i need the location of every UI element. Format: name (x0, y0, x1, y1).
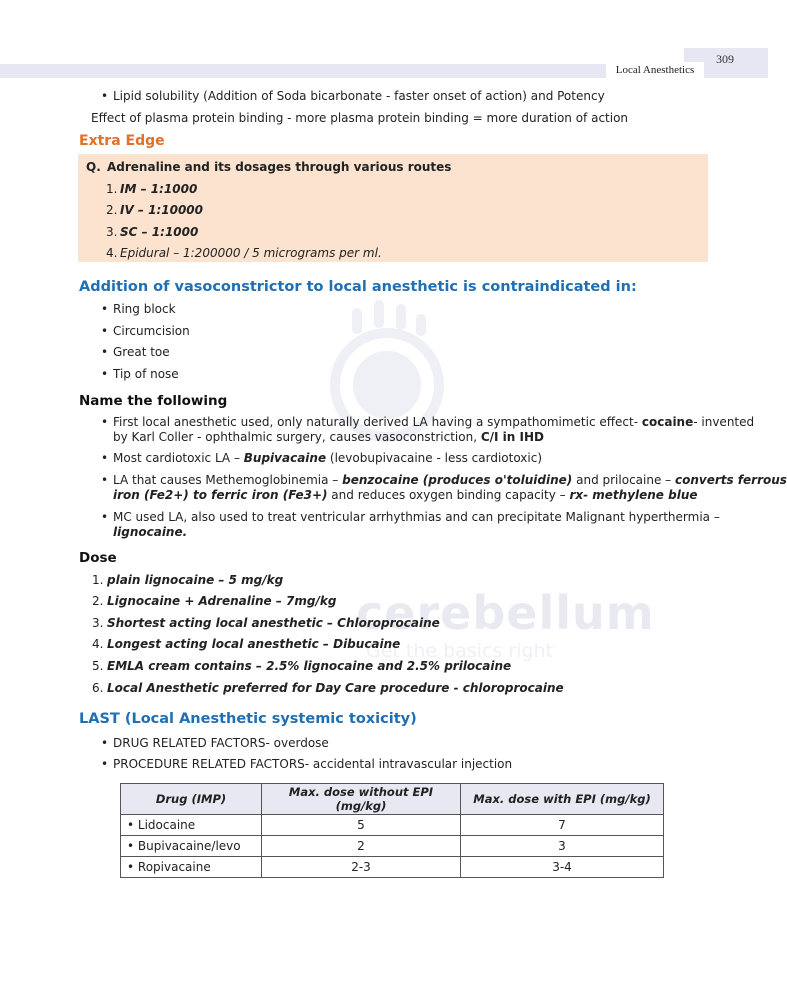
col-header-with-epi: Max. dose with EPI (mg/kg) (461, 784, 664, 815)
col-header-without-epi: Max. dose without EPI (mg/kg) (262, 784, 461, 815)
table-row (121, 815, 664, 836)
drug-cell: • Lidocaine (121, 815, 262, 836)
table-row (121, 836, 664, 857)
dose-with-epi-cell: 3 (461, 836, 664, 857)
extra-edge-question: Adrenaline and its dosages through various routes (107, 160, 452, 174)
dose-with-epi-cell: 3-4 (461, 857, 664, 878)
edge-num-4: 4. (106, 246, 118, 260)
vaso-item: • Circumcision (113, 323, 190, 339)
dose-item: plain lignocaine – 5 mg/kg (107, 573, 284, 587)
last-item: • DRUG RELATED FACTORS- overdose (113, 735, 329, 751)
dose-item: Local Anesthetic preferred for Day Care procedure - chloroprocaine (107, 681, 564, 695)
nf-bullet-2: • Most cardiotoxic LA – Bupivacaine (levobupivacaine - less cardiotoxic) (113, 450, 542, 466)
watermark-tagline: Get the basics right (366, 640, 554, 662)
dose-without-epi-cell: 2 (262, 836, 461, 857)
last-item: • PROCEDURE RELATED FACTORS- accidental intravascular injection (113, 756, 512, 772)
nf-bullet-1-line-2: by Karl Coller - ophthalmic surgery, causes vasoconstriction, C/I in IHD (113, 430, 544, 444)
vasoconstrictor-heading: Addition of vasoconstrictor to local anesthetic is contraindicated in: (79, 279, 637, 295)
nf-bullet-1-line-1: • First local anesthetic used, only naturally derived LA having a sympathomimetic effect- cocaine- invented (113, 414, 754, 430)
page-number: 309 (716, 52, 734, 66)
nf-bullet-3-line-1: • LA that causes Methemoglobinemia – benzocaine (produces o'toluidine) and prilocaine – converts ferrous (113, 472, 787, 488)
header-band (0, 64, 684, 78)
dose-with-epi-cell: 7 (461, 815, 664, 836)
q-label: Q. (86, 160, 101, 174)
name-following-heading: Name the following (79, 393, 228, 409)
table-header-row (121, 784, 664, 815)
vaso-item: • Tip of nose (113, 366, 179, 382)
nf-bullet-3-line-2: iron (Fe2+) to ferric iron (Fe3+) and reduces oxygen binding capacity – rx- methylene blue (113, 488, 698, 502)
dose-item: Lignocaine + Adrenaline – 7mg/kg (107, 594, 337, 608)
dose-item: Longest acting local anesthetic – Dibucaine (107, 637, 401, 651)
dose-num: 2. (92, 594, 104, 608)
dose-heading: Dose (79, 550, 117, 566)
dose-num: 1. (92, 573, 104, 587)
nf-bullet-4-line-1: • MC used LA, also used to treat ventricular arrhythmias and can precipitate Malignant hyperthermia – (113, 509, 720, 525)
nf-bullet-4-line-2: lignocaine. (113, 525, 188, 539)
col-header-drug: Drug (IMP) (121, 784, 262, 815)
edge-num-2: 2. (106, 203, 118, 217)
vaso-item: • Great toe (113, 344, 170, 360)
watermark-brand: cerebellum (356, 586, 655, 640)
dose-without-epi-cell: 5 (262, 815, 461, 836)
edge-item-3: SC – 1:1000 (120, 225, 199, 239)
dose-num: 4. (92, 637, 104, 651)
lipid-solubility-bullet: • Lipid solubility (Addition of Soda bicarbonate - faster onset of action) and Potency (113, 88, 605, 104)
edge-item-4: Epidural – 1:200000 / 5 micrograms per ml. (120, 246, 382, 260)
edge-item-2: IV – 1:10000 (120, 203, 204, 217)
dose-num: 6. (92, 681, 104, 695)
max-dose-table (120, 783, 664, 878)
drug-cell: • Ropivacaine (121, 857, 262, 878)
edge-item-1: IM – 1:1000 (120, 182, 198, 196)
extra-edge-heading: Extra Edge (79, 133, 165, 149)
dose-num: 3. (92, 616, 104, 630)
protein-binding-text: Effect of plasma protein binding - more plasma protein binding = more duration of action (91, 111, 629, 125)
running-head: Local Anesthetics (606, 62, 704, 78)
table-row (121, 857, 664, 878)
dose-item: EMLA cream contains – 2.5% lignocaine and 2.5% prilocaine (107, 659, 512, 673)
dose-without-epi-cell: 2-3 (262, 857, 461, 878)
last-heading: LAST (Local Anesthetic systemic toxicity) (79, 711, 417, 727)
edge-num-3: 3. (106, 225, 118, 239)
dose-item: Shortest acting local anesthetic – Chloroprocaine (107, 616, 440, 630)
edge-num-1: 1. (106, 182, 118, 196)
vaso-item: • Ring block (113, 301, 176, 317)
dose-num: 5. (92, 659, 104, 673)
drug-cell: • Bupivacaine/levo (121, 836, 262, 857)
